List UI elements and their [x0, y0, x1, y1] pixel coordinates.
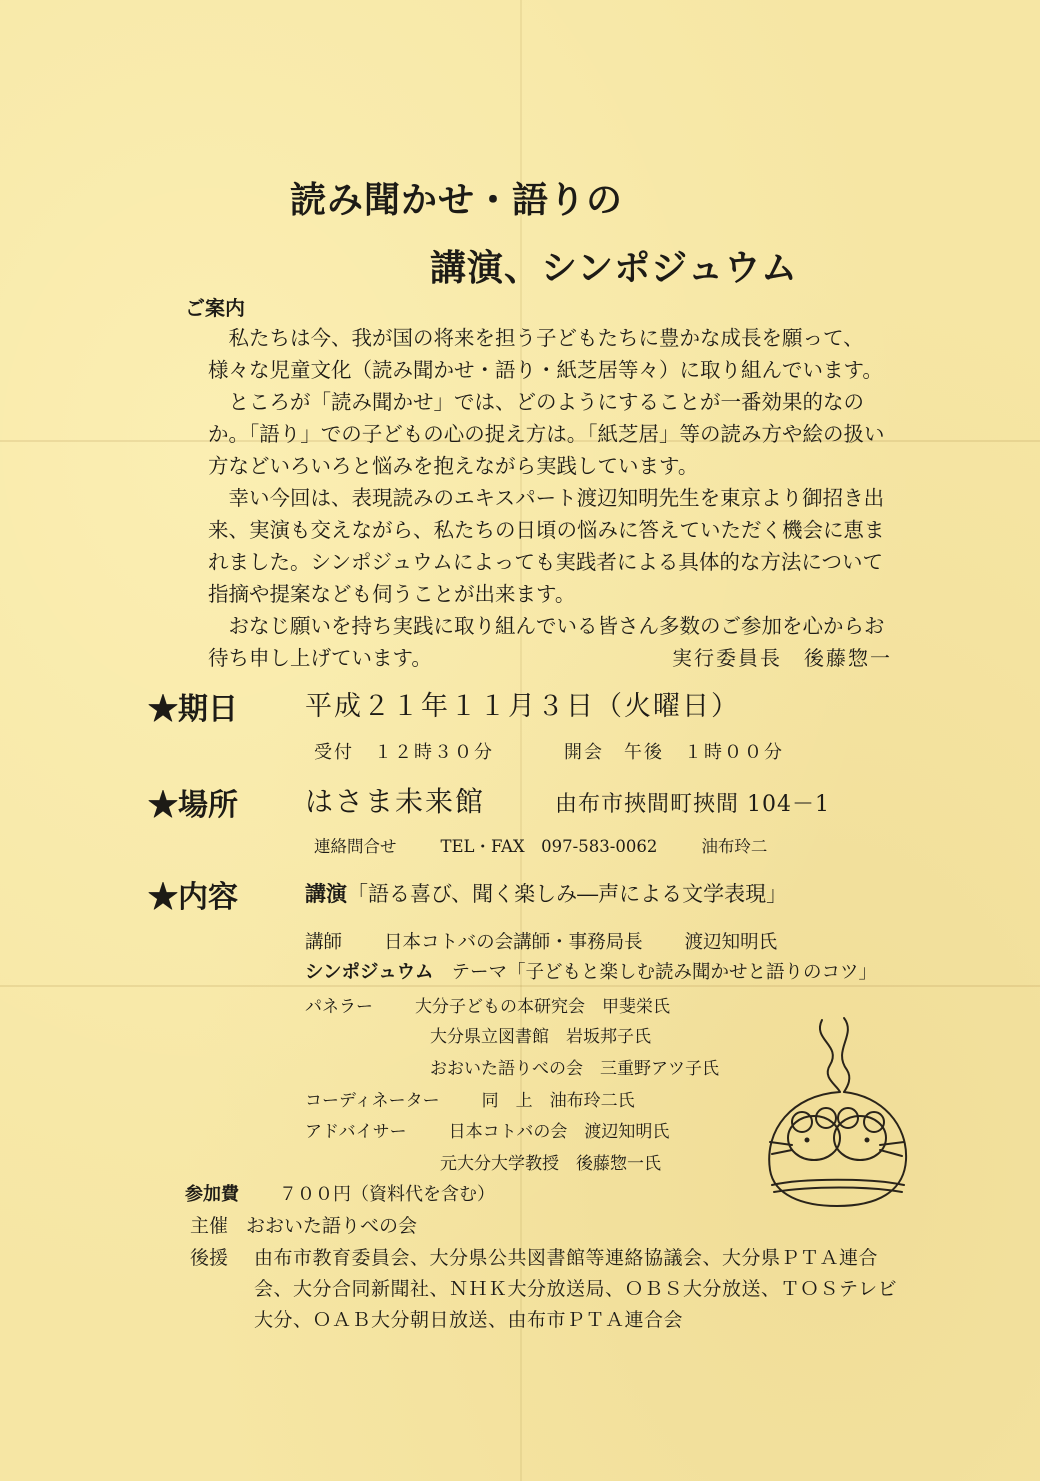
intro-paragraph-text: ところが「読み聞かせ」では、どのようにすることが一番効果的なのか。「語り」での子どもの心の捉え方は。「紙芝居」等の読み方や絵の扱い方などいろいろと悩みを抱えながら実践しています。 [208, 390, 885, 478]
intro-paragraph [208, 386, 898, 482]
panelist-label: パネラー [305, 997, 373, 1017]
lecture-label: 講演 [305, 881, 347, 906]
lecturer-name: 渡辺知明氏 [684, 932, 778, 953]
theme-label: テーマ [451, 962, 507, 983]
coordinator: 同 上 油布玲二氏 [481, 1091, 635, 1111]
symposium-label: シンポジュウム [305, 962, 434, 983]
intro-paragraph-text: 私たちは今、我が国の将来を担う子どもたちに豊かな成長を願って、様々な児童文化（読み聞かせ・語り・紙芝居等々）に取り組んでいます。 [208, 326, 883, 382]
lecturer-label: 講師 [305, 932, 343, 953]
support-label: 後援 [190, 1247, 229, 1269]
venue-name: はさま未来館 [305, 785, 486, 818]
host-label: 主催 [190, 1215, 229, 1237]
panelist: おおいた語りべの会 三重野アツ子氏 [430, 1059, 719, 1079]
advisor: 元大分大学教授 後藤惣一氏 [440, 1154, 661, 1174]
symposium-line [305, 958, 877, 984]
content-label: ★内容 [148, 880, 238, 915]
title-line-2: 講演、シンポジュウム [430, 247, 799, 289]
panelist: 大分子どもの本研究会 甲斐栄氏 [415, 997, 670, 1017]
advisor-line [305, 1117, 669, 1142]
intro-heading: ご案内 [185, 296, 245, 320]
contact-person: 油布玲二 [701, 837, 768, 856]
fee-line [185, 1180, 495, 1206]
event-times [314, 738, 854, 764]
contact-phone: TEL・FAX 097-583-0062 [440, 837, 658, 856]
host-value: おおいた語りべの会 [246, 1215, 418, 1237]
lecture-line [305, 878, 787, 908]
contact-label: 連絡問合せ [314, 837, 397, 856]
fee-value: ７００円（資料代を含む） [279, 1184, 495, 1205]
panelist: 大分県立図書館 岩坂邦子氏 [430, 1027, 651, 1047]
coordinator-label: コーディネーター [305, 1091, 440, 1111]
fee-label: 参加費 [185, 1184, 239, 1205]
event-date: 平成２１年１１月３日（火曜日） [305, 691, 740, 722]
lecture-title: 「語る喜び、聞く楽しみ―声による文学表現」 [347, 882, 788, 906]
intro-paragraph [208, 482, 898, 610]
advisor: 日本コトバの会 渡辺知明氏 [448, 1122, 670, 1142]
advisor-label: アドバイサー [305, 1122, 407, 1142]
lecturer-line [305, 928, 777, 954]
signer: 実行委員長 後藤惣一 [672, 646, 892, 670]
coordinator-line [305, 1086, 635, 1111]
date-label: ★期日 [148, 692, 238, 727]
intro-paragraph [208, 322, 898, 386]
opening-time: 開会 午後 １時００分 [564, 742, 784, 763]
venue-address: 由布市挾間町挾間 104－1 [555, 792, 830, 817]
support-value: 由布市教育委員会、大分県公共図書館等連絡協議会、大分県ＰＴＡ連合会、大分合同新聞社、ＮＨＫ大分放送局、ＯＢＳ大分放送、ＴＯＳテレビ大分、ＯＡＢ大分朝日放送、由布市ＰＴＡ連合会 [254, 1247, 898, 1331]
symposium-theme: 「子どもと楽しむ読み聞かせと語りのコツ」 [507, 962, 878, 983]
intro-paragraph-text: 幸い今回は、表現読みのエキスパート渡辺知明先生を東京より御招き出来、実演も交えながら、私たちの日頃の悩みに答えていただく機会に恵まれました。シンポジュウムによっても実践者による具体的な方法について指摘や提案なども伺うことが出来ます。 [208, 486, 885, 606]
reception-time: 受付 １２時３０分 [314, 742, 494, 763]
contact-line [314, 833, 811, 857]
panelist-line [305, 992, 670, 1017]
lecturer-title: 日本コトバの会講師・事務局長 [384, 932, 643, 953]
title-line-1: 読み聞かせ・語りの [290, 179, 624, 221]
host-line [190, 1211, 417, 1238]
mice-in-sack-illustration [752, 1010, 922, 1220]
intro-paragraph-text: おなじ願いを持ち実践に取り組んでいる皆さん多数のご参加を心からお待ち申し上げています。 [208, 614, 885, 670]
place-label: ★場所 [148, 788, 238, 823]
